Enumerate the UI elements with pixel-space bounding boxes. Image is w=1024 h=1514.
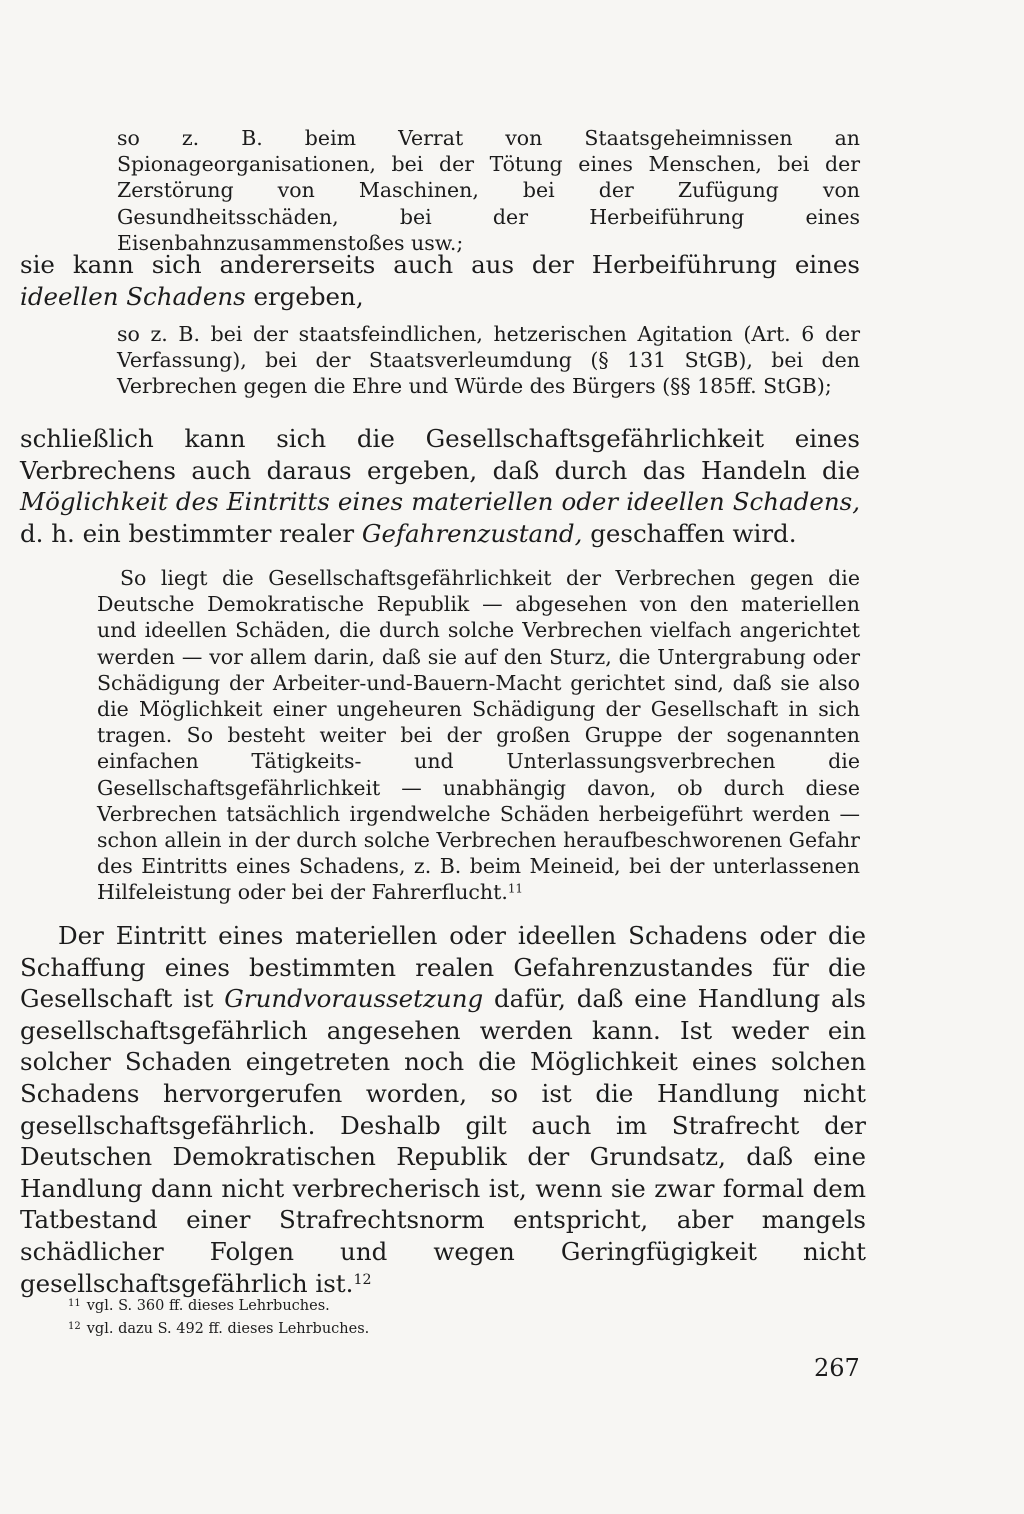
- body-text: ergeben,: [245, 281, 364, 311]
- footnote-mark: 11: [68, 1298, 81, 1309]
- body-paragraph-danger-state: [20, 423, 860, 549]
- body-text: Der Eintritt eines materiellen oder ideellen Schadens oder die Schaffung eines bestimmten realen Gefahrenzustandes für die Gesellschaft ist: [20, 921, 866, 1014]
- footnote-text: vgl. S. 360 ff. dieses Lehrbuches.: [86, 1298, 330, 1314]
- example-text: so z. B. beim Verrat von Staatsgeheimnissen an Spionageorganisationen, bei der Tötung eines Menschen, bei der Zerstörung von Maschinen, bei der Zufügung von Gesundheitsschäden, bei der Herbeiführung eines Eisenbahnzusammenstoßes usw.;: [117, 126, 860, 255]
- page-number: 267: [814, 1354, 860, 1382]
- footnote-text: vgl. dazu S. 492 ff. dieses Lehrbuches.: [86, 1321, 370, 1337]
- body-text: d. h. ein bestimmter realer: [20, 518, 362, 548]
- emphasis-ideal-damage: ideellen Schadens: [20, 281, 246, 311]
- body-text: dafür, daß eine Handlung als gesellschaftsgefährlich angesehen werden kann. Ist weder ein solcher Schaden eingetreten noch die Möglichkeit eines solchen Schadens hervorgerufen worden, so ist die Handlung nicht gesellschaftsgefährlich. Deshalb gilt auch im Strafrecht der Deutschen Demokratischen Republik der Grundsatz, daß eine Handlung dann nicht verbrecherisch ist, wenn sie zwar formal dem Tatbestand einer Strafrechtsnorm entspricht, aber mangels schädlicher Folgen und wegen Geringfügigkeit nicht gesellschaftsgefährlich ist.: [20, 984, 866, 1298]
- example-text: so z. B. bei der staatsfeindlichen, hetzerischen Agitation (Art. 6 der Verfassung), bei der Staatsverleumdung (§ 131 StGB), bei den Verbrechen gegen die Ehre und Würde des Bürgers (§§ 185ff. StGB);: [117, 322, 860, 399]
- body-text: schließlich kann sich die Gesellschaftsgefährlichkeit eines Verbrechens auch daraus ergeben, daß durch das Handeln die: [20, 424, 860, 485]
- footnote-reference-12: 12: [353, 1271, 372, 1288]
- footnote-12: [68, 1318, 369, 1338]
- example-paragraph-material-damage: [117, 125, 860, 256]
- emphasis-basic-requirement: Grundvoraussetzung: [224, 984, 484, 1014]
- body-text: sie kann sich andererseits auch aus der Herbeiführung eines: [20, 250, 860, 279]
- footnote-reference-11: 11: [507, 881, 523, 896]
- example-text: So liegt die Gesellschaftsgefährlichkeit der Verbrechen gegen die Deutsche Demokratische Republik — abgesehen von den materiellen und ideellen Schäden, die durch solche Verbrechen vielfach angerichtet werden — vor allem darin, daß sie auf den Sturz, die Untergrabung oder Schädigung der Arbeiter-und-Bauern-Macht gerichtet sind, daß sie also die Möglichkeit einer ungeheuren Schädigung der Gesellschaft in sich tragen. So besteht weiter bei der großen Gruppe der sogenannten einfachen Tätigkeits- und Unterlassungsverbrechen die Gesellschaftsgefährlichkeit — unabhängig davon, ob durch diese Verbrechen tatsächlich irgendwelche Schäden herbeigeführt werden — schon allein in der durch solche Verbrechen heraufbeschworenen Gefahr des Eintritts eines Schadens, z. B. beim Meineid, bei der unterlassenen Hilfeleistung oder bei der Fahrerflucht.: [97, 566, 860, 905]
- body-paragraph-ideal-damage: [20, 249, 860, 312]
- example-paragraph-ddr-crimes: [97, 565, 860, 906]
- body-paragraph-basic-requirement: [20, 920, 866, 1299]
- footnote-mark: 12: [68, 1321, 81, 1332]
- emphasis-possibility: Möglichkeit des Eintritts eines materiellen oder ideellen Schadens,: [20, 487, 860, 517]
- body-text: geschaffen wird.: [582, 518, 797, 548]
- example-paragraph-ideal-damage: [117, 321, 860, 400]
- footnote-11: [68, 1295, 330, 1315]
- emphasis-danger-state: Gefahrenzustand,: [361, 518, 583, 548]
